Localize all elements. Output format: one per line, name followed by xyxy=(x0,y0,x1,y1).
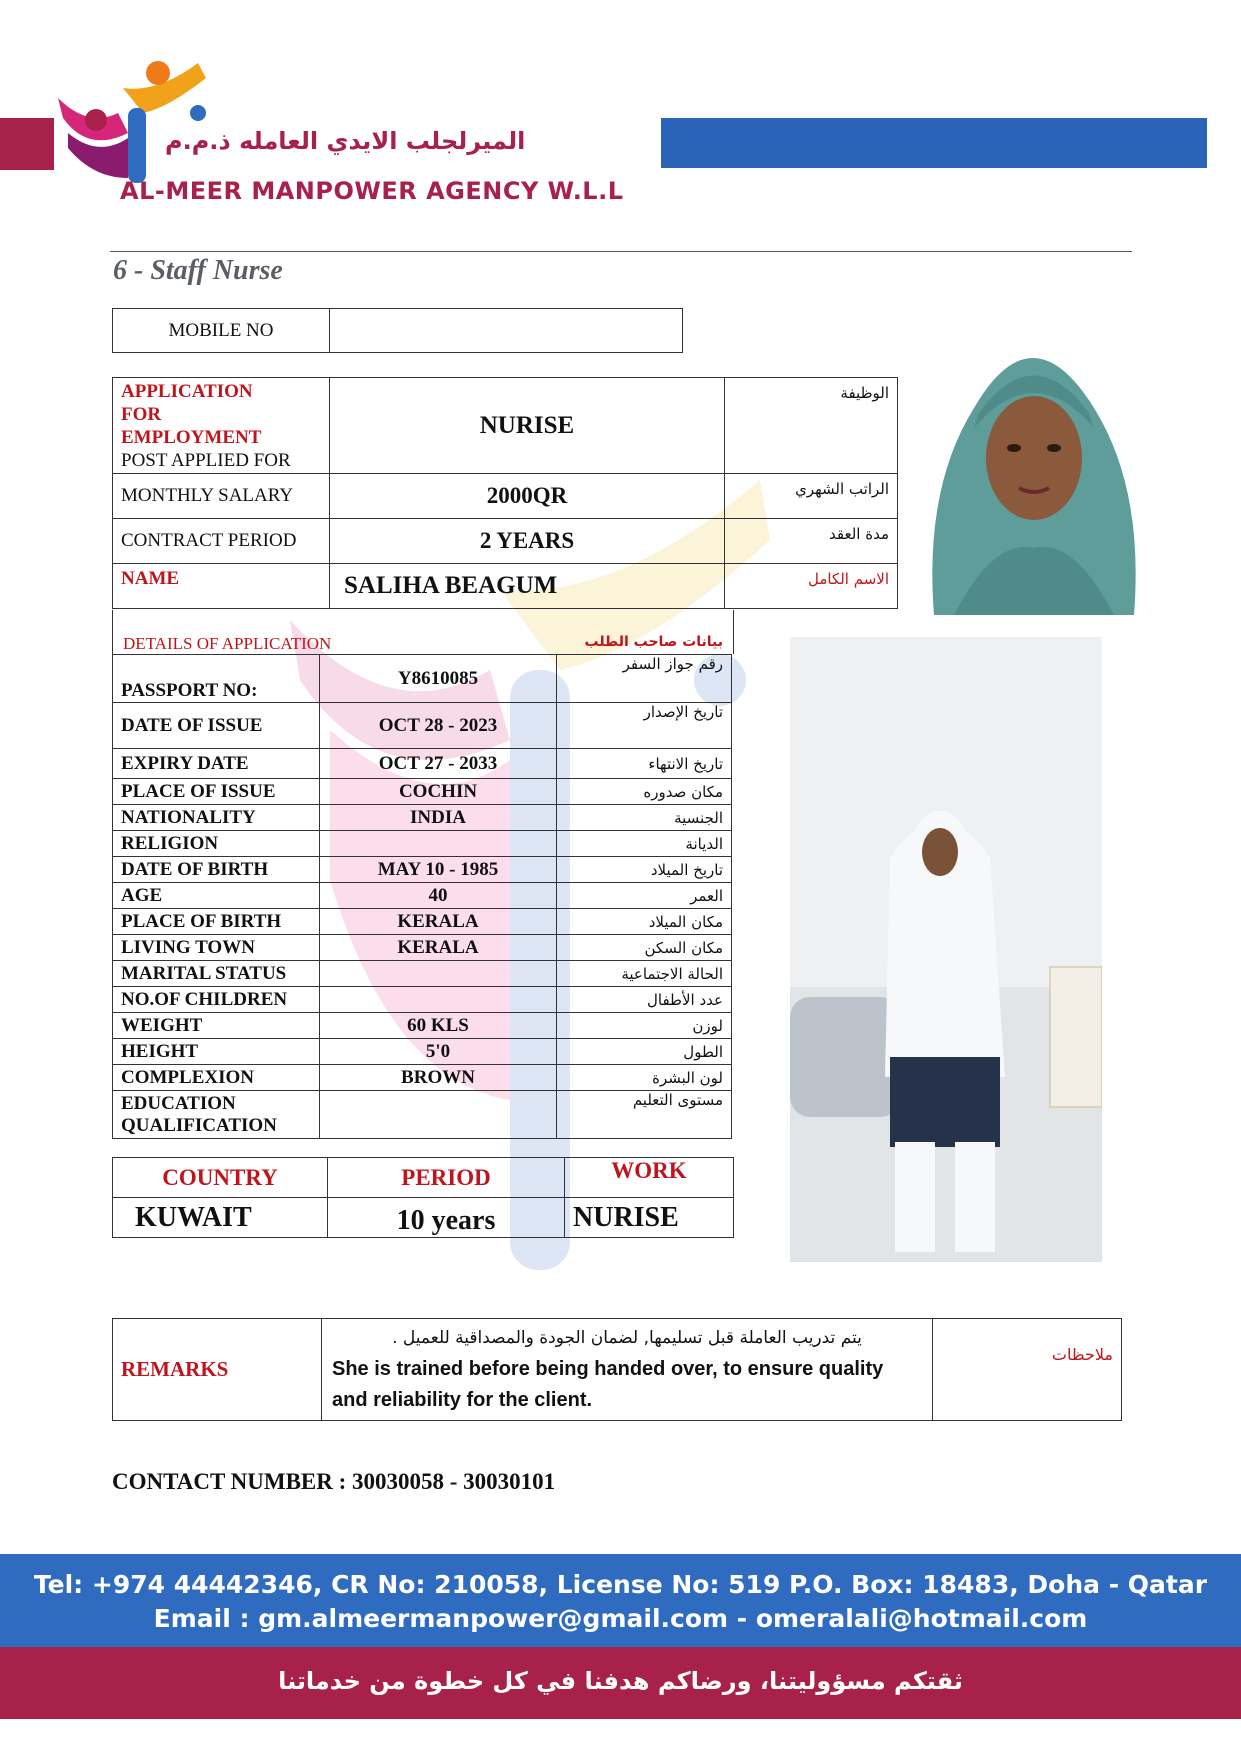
details-value: OCT 28 - 2023 xyxy=(320,703,557,749)
details-arabic: الطول xyxy=(557,1039,732,1065)
details-value xyxy=(320,987,557,1013)
details-value: BROWN xyxy=(320,1065,557,1091)
name-arabic: الاسم الكامل xyxy=(725,564,898,609)
application-title-line: FOR xyxy=(121,404,162,425)
details-arabic: مكان الميلاد xyxy=(557,909,732,935)
details-value: COCHIN xyxy=(320,779,557,805)
application-table xyxy=(112,377,898,609)
details-arabic: الديانة xyxy=(557,831,732,857)
details-row xyxy=(113,1013,732,1039)
contract-arabic: مدة العقد xyxy=(725,519,898,564)
application-title-line: EMPLOYMENT xyxy=(121,427,262,448)
post-applied-label: POST APPLIED FOR xyxy=(121,450,291,471)
details-label: RELIGION xyxy=(113,831,320,857)
exp-country: KUWAIT xyxy=(113,1198,328,1238)
details-row xyxy=(113,703,732,749)
contract-value: 2 YEARS xyxy=(330,519,725,564)
page-title: 6 - Staff Nurse xyxy=(113,255,283,286)
details-value: 60 KLS xyxy=(320,1013,557,1039)
details-arabic: تاريخ الانتهاء xyxy=(557,749,732,779)
details-label: COMPLEXION xyxy=(113,1065,320,1091)
exp-header-work: WORK xyxy=(565,1158,734,1198)
name-label: NAME xyxy=(113,564,330,609)
details-label: DATE OF BIRTH xyxy=(113,857,320,883)
details-row xyxy=(113,961,732,987)
profile-photo xyxy=(914,318,1151,615)
logo-english-text: AL-MEER MANPOWER AGENCY W.L.L xyxy=(120,177,624,205)
details-value: MAY 10 - 1985 xyxy=(320,857,557,883)
remarks-text-arabic: يتم تدريب العاملة قبل تسليمها, لضمان الجودة والمصداقية للعميل . xyxy=(392,1328,862,1348)
logo-arabic-text: الميرلجلب الايدي العامله ذ.م.م xyxy=(165,127,526,155)
details-label: PLACE OF BIRTH xyxy=(113,909,320,935)
mobile-value xyxy=(330,309,683,353)
details-row xyxy=(113,749,732,779)
contact-number: CONTACT NUMBER : 30030058 - 30030101 xyxy=(112,1469,556,1494)
remarks-table xyxy=(112,1318,1122,1421)
details-value: 40 xyxy=(320,883,557,909)
footer-contact-line: Tel: +974 44442346, CR No: 210058, License No: 519 P.O. Box: 18483, Doha - Qatar xyxy=(33,1570,1208,1599)
details-value: KERALA xyxy=(320,909,557,935)
details-label: NATIONALITY xyxy=(113,805,320,831)
details-row xyxy=(113,987,732,1013)
details-label: AGE xyxy=(113,883,320,909)
details-label: NO.OF CHILDREN xyxy=(113,987,320,1013)
details-arabic: الحالة الاجتماعية xyxy=(557,961,732,987)
details-row xyxy=(113,831,732,857)
exp-period: 10 years xyxy=(328,1198,565,1238)
experience-table xyxy=(112,1157,734,1238)
details-row xyxy=(113,779,732,805)
details-label: PLACE OF ISSUE xyxy=(113,779,320,805)
mobile-label: MOBILE NO xyxy=(113,309,330,353)
exp-header-period: PERIOD xyxy=(328,1158,565,1198)
details-value: KERALA xyxy=(320,935,557,961)
salary-arabic: الراتب الشهري xyxy=(725,474,898,519)
details-row xyxy=(113,935,732,961)
details-arabic: لوزن xyxy=(557,1013,732,1039)
details-value: INDIA xyxy=(320,805,557,831)
application-title-cell xyxy=(113,378,330,474)
details-row xyxy=(113,909,732,935)
details-row xyxy=(113,1091,732,1139)
details-label: HEIGHT xyxy=(113,1039,320,1065)
details-row xyxy=(113,655,732,703)
details-value xyxy=(320,1091,557,1139)
company-logo-icon xyxy=(48,58,218,188)
details-arabic: مكان السكن xyxy=(557,935,732,961)
remarks-text xyxy=(322,1319,933,1421)
post-applied-value: NURISE xyxy=(330,378,725,474)
mobile-table xyxy=(112,308,683,353)
details-arabic: تاريخ الميلاد xyxy=(557,857,732,883)
details-arabic: تاريخ الإصدار xyxy=(557,703,732,749)
details-value xyxy=(320,961,557,987)
salary-label: MONTHLY SALARY xyxy=(113,474,330,519)
details-row xyxy=(113,857,732,883)
details-row xyxy=(113,805,732,831)
details-arabic: مستوى التعليم xyxy=(557,1091,732,1139)
details-label: DATE OF ISSUE xyxy=(113,703,320,749)
details-value xyxy=(320,831,557,857)
details-label: WEIGHT xyxy=(113,1013,320,1039)
remarks-arabic-label: ملاحظات xyxy=(933,1319,1122,1421)
details-table xyxy=(112,654,732,1139)
header-bar-left xyxy=(0,118,54,170)
remarks-text-english: She is trained before being handed over, to ensure quality and reliability for the client. xyxy=(332,1358,884,1411)
exp-work: NURISE xyxy=(565,1198,734,1238)
exp-header-country: COUNTRY xyxy=(113,1158,328,1198)
details-row xyxy=(113,1039,732,1065)
details-arabic: بيانات صاحب الطلب xyxy=(584,634,723,650)
details-value: Y8610085 xyxy=(320,655,557,703)
details-label: EXPIRY DATE xyxy=(113,749,320,779)
details-row xyxy=(113,1065,732,1091)
post-applied-arabic: الوظيفة xyxy=(725,378,898,474)
footer-arabic-slogan: ثقتكم مسؤوليتنا، ورضاكم هدفنا في كل خطوة من خدماتنا xyxy=(278,1667,963,1695)
details-arabic: عدد الأطفال xyxy=(557,987,732,1013)
contract-label: CONTRACT PERIOD xyxy=(113,519,330,564)
footer-email-line: Email : gm.almeermanpower@gmail.com - omeralali@hotmail.com xyxy=(153,1604,1088,1633)
details-label: DETAILS OF APPLICATION xyxy=(123,634,332,653)
details-arabic: لون البشرة xyxy=(557,1065,732,1091)
details-arabic: رقم جواز السفر xyxy=(557,655,732,703)
details-arabic: الجنسية xyxy=(557,805,732,831)
details-arabic: مكان صدوره xyxy=(557,779,732,805)
details-row xyxy=(113,883,732,909)
full-body-photo xyxy=(790,637,1102,1262)
details-label: EDUCATION QUALIFICATION xyxy=(113,1091,320,1139)
application-title-line: APPLICATION xyxy=(121,381,253,402)
details-label: LIVING TOWN xyxy=(113,935,320,961)
details-value: OCT 27 - 2033 xyxy=(320,749,557,779)
details-label: PASSPORT NO: xyxy=(113,655,320,703)
salary-value: 2000QR xyxy=(330,474,725,519)
header-bar-right xyxy=(661,118,1207,168)
remarks-label: REMARKS xyxy=(113,1319,322,1421)
details-arabic: العمر xyxy=(557,883,732,909)
details-heading xyxy=(112,610,734,654)
name-value: SALIHA BEAGUM xyxy=(330,564,725,609)
details-value: 5'0 xyxy=(320,1039,557,1065)
details-label: MARITAL STATUS xyxy=(113,961,320,987)
divider xyxy=(110,251,1132,252)
